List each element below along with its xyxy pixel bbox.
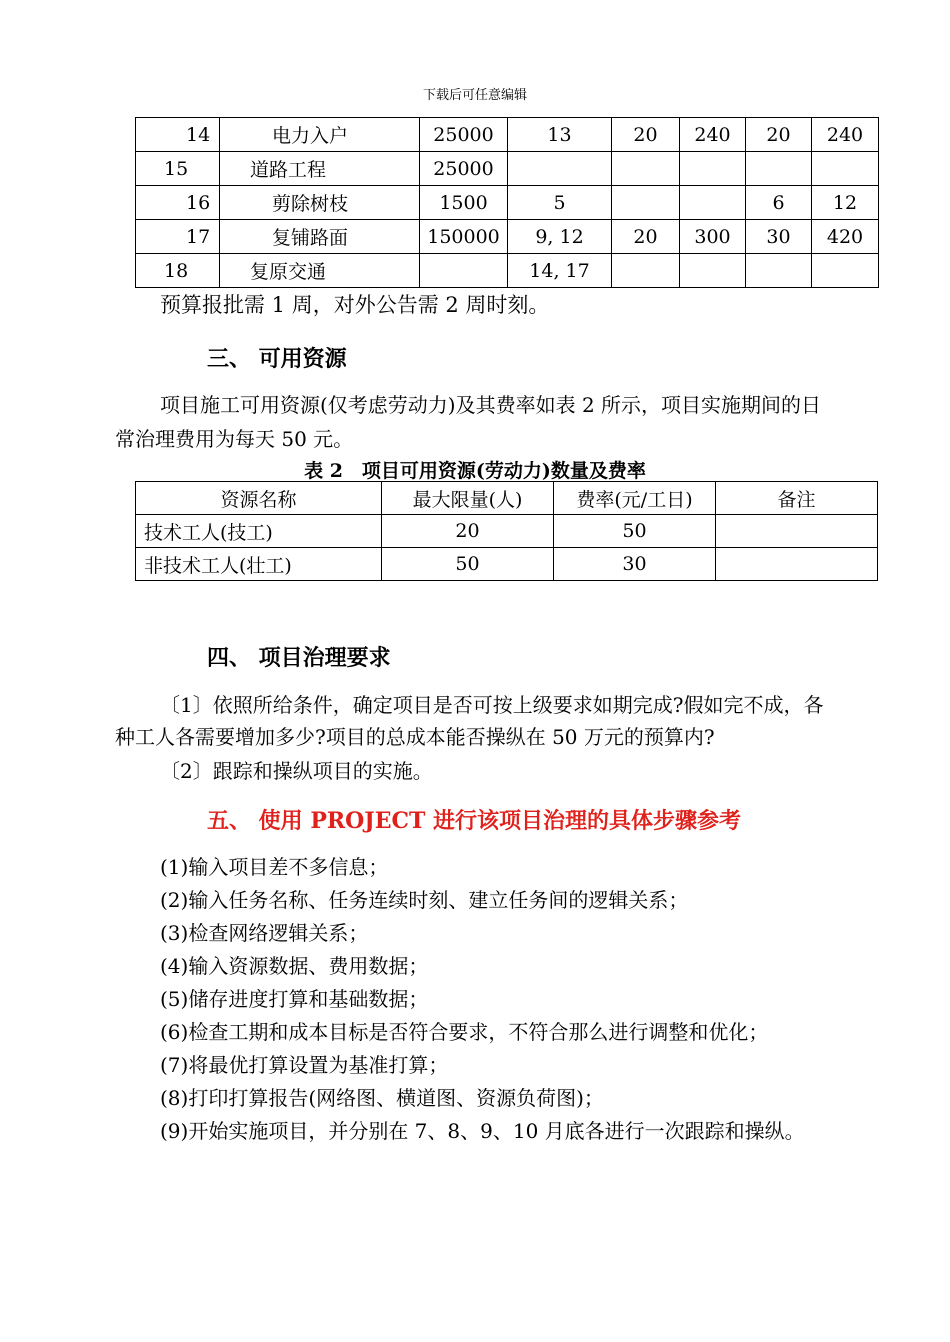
task-name: 道路工程 [220, 152, 420, 186]
section3-heading: 三、 可用资源 [207, 346, 347, 372]
task-cost [420, 254, 508, 288]
task-name: 复原交通 [220, 254, 420, 288]
cell: 20 [612, 220, 680, 254]
task-id: 18 [136, 254, 220, 288]
cell: 20 [612, 118, 680, 152]
task-name: 复铺路面 [220, 220, 420, 254]
cell [746, 152, 812, 186]
step-item: (9)开始实施项目，并分别在 7、8、9、10 月底各进行一次跟踪和操纵。 [160, 1119, 805, 1143]
cell [680, 152, 746, 186]
cell: 12 [812, 186, 879, 220]
task-cost: 25000 [420, 118, 508, 152]
task-id: 16 [136, 186, 220, 220]
step-item: (2)输入任务名称、任务连续时刻、建立任务间的逻辑关系； [160, 888, 689, 912]
step-item: (7)将最优打算设置为基准打算； [160, 1053, 449, 1077]
section3-para-line1: 项目施工可用资源(仅考虑劳动力)及其费率如表 2 所示，项目实施期间的日 [160, 393, 822, 417]
cell [612, 152, 680, 186]
column-header: 资源名称 [136, 482, 382, 515]
cell: 30 [746, 220, 812, 254]
column-header: 最大限量(人) [382, 482, 554, 515]
cell [680, 186, 746, 220]
task-table [135, 117, 879, 288]
column-header: 费率(元/工日) [554, 482, 716, 515]
table-row [136, 254, 879, 288]
task-name: 剪除树枝 [220, 186, 420, 220]
step-item: (4)输入资源数据、费用数据； [160, 954, 429, 978]
task-predecessor: 5 [508, 186, 612, 220]
table-row [136, 548, 878, 581]
resource-table [135, 481, 878, 581]
section5-heading: 五、 使用 PROJECT 进行该项目治理的具体步骤参考 [207, 808, 742, 834]
section4-item1-line2: 种工人各需要增加多少?项目的总成本能否操纵在 50 万元的预算内? [115, 725, 715, 749]
max-limit: 50 [382, 548, 554, 581]
step-item: (6)检查工期和成本目标是否符合要求，不符合那么进行调整和优化； [160, 1020, 769, 1044]
step-item: (8)打印打算报告(网络图、横道图、资源负荷图)； [160, 1086, 604, 1110]
cell [680, 254, 746, 288]
resource-name: 非技术工人(壮工) [136, 548, 382, 581]
cell [746, 254, 812, 288]
cell: 420 [812, 220, 879, 254]
table2-caption: 表 2 项目可用资源(劳动力)数量及费率 [304, 460, 646, 482]
task-id: 14 [136, 118, 220, 152]
table-row [136, 220, 879, 254]
task-id: 17 [136, 220, 220, 254]
cell: 20 [746, 118, 812, 152]
table-row [136, 118, 879, 152]
cell [612, 186, 680, 220]
cell: 300 [680, 220, 746, 254]
task-cost: 150000 [420, 220, 508, 254]
table-row [136, 515, 878, 548]
section3-para-line2: 常治理费用为每天 50 元。 [115, 427, 354, 451]
task-name: 电力入户 [220, 118, 420, 152]
remark [716, 515, 878, 548]
step-item: (3)检查网络逻辑关系； [160, 921, 369, 945]
table-row [136, 152, 879, 186]
step-item: (1)输入项目差不多信息； [160, 855, 389, 879]
section4-item2: 〔2〕跟踪和操纵项目的实施。 [160, 759, 433, 783]
cell [612, 254, 680, 288]
rate: 50 [554, 515, 716, 548]
section4-item1-line1: 〔1〕依照所给条件，确定项目是否可按上级要求如期完成?假如完不成，各 [160, 693, 824, 717]
task-predecessor: 14, 17 [508, 254, 612, 288]
cell: 240 [812, 118, 879, 152]
budget-note: 预算报批需 1 周，对外公告需 2 周时刻。 [160, 293, 550, 317]
column-header: 备注 [716, 482, 878, 515]
rate: 30 [554, 548, 716, 581]
remark [716, 548, 878, 581]
task-id: 15 [136, 152, 220, 186]
task-cost: 1500 [420, 186, 508, 220]
task-cost: 25000 [420, 152, 508, 186]
resource-name: 技术工人(技工) [136, 515, 382, 548]
max-limit: 20 [382, 515, 554, 548]
table-header-row [136, 482, 878, 515]
task-predecessor: 13 [508, 118, 612, 152]
task-predecessor [508, 152, 612, 186]
task-predecessor: 9, 12 [508, 220, 612, 254]
cell [812, 152, 879, 186]
table-row [136, 186, 879, 220]
section4-heading: 四、 项目治理要求 [207, 645, 391, 671]
header-note: 下载后可任意编辑 [422, 88, 527, 103]
step-item: (5)储存进度打算和基础数据； [160, 987, 429, 1011]
cell: 240 [680, 118, 746, 152]
cell [812, 254, 879, 288]
cell: 6 [746, 186, 812, 220]
